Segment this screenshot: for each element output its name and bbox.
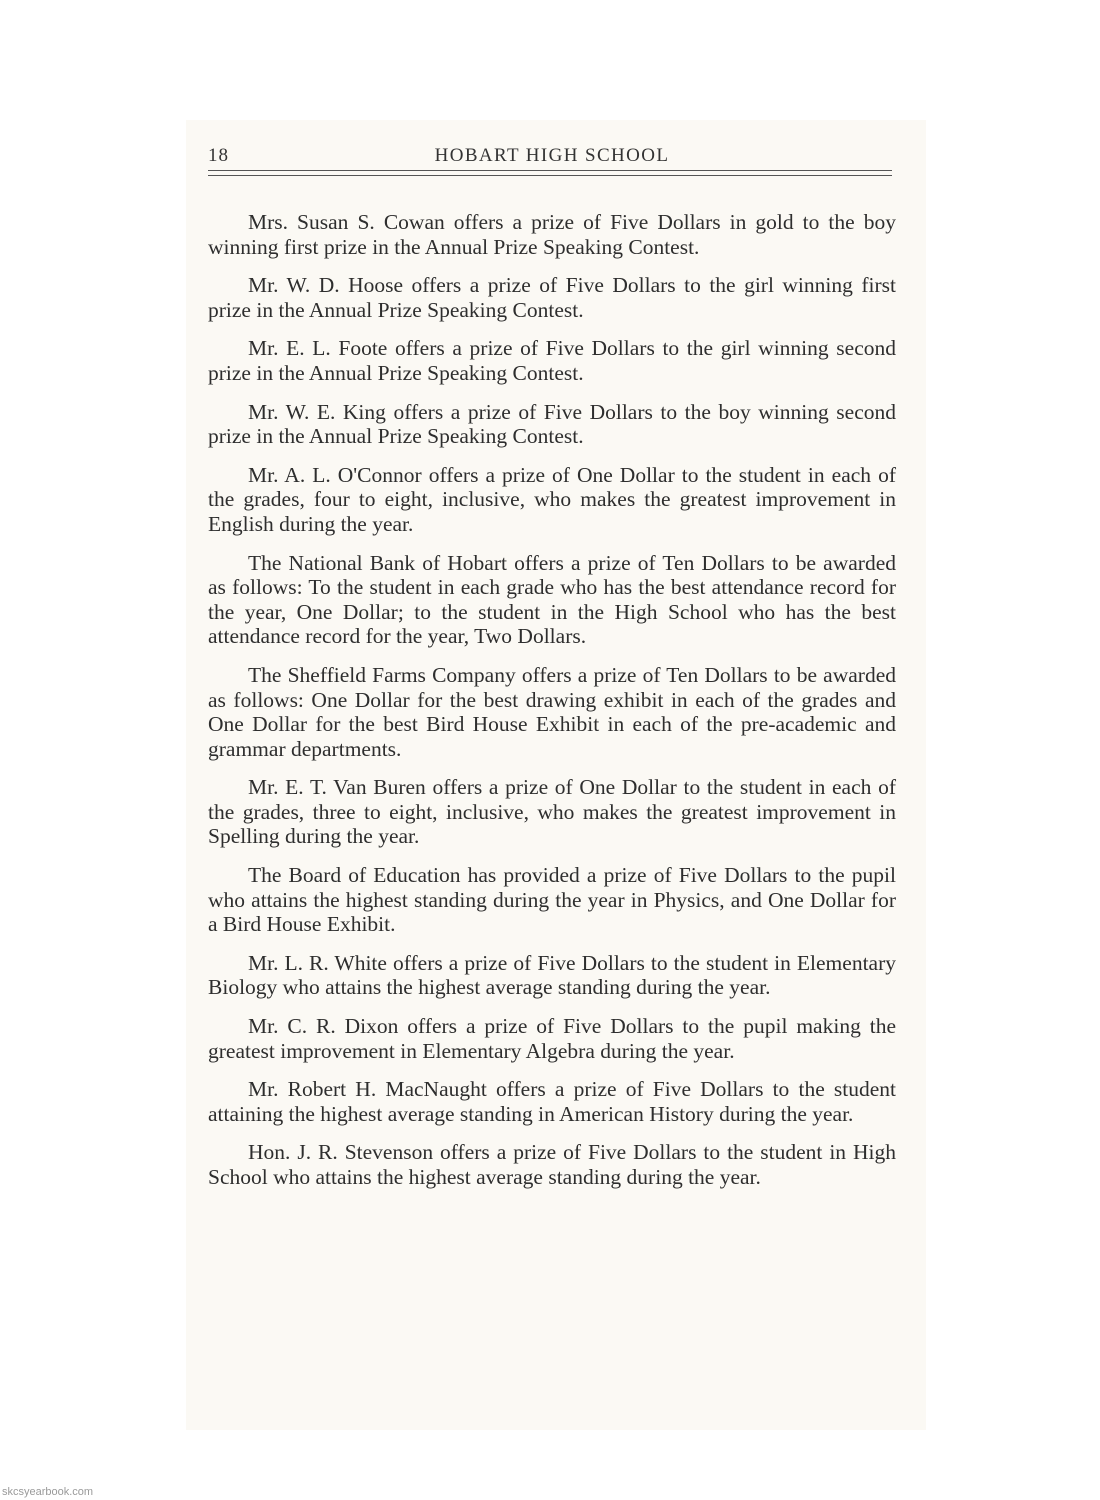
paragraph-white-prize: Mr. L. R. White offers a prize of Five Dollars to the student in Elementary Biology who attains the highest average standing during the year. <box>208 950 896 1000</box>
body-text <box>208 210 896 1204</box>
paragraph-national-bank-prize: The National Bank of Hobart offers a prize of Ten Dollars to be awarded as follows: To the student in each grade who has the best attendance record for the year, One Dollar; to the student in the High School who has the best attendance record for the year, Two Dollars. <box>208 550 896 649</box>
page-header <box>208 145 896 185</box>
header-rule-top <box>208 170 892 171</box>
running-head: HOBART HIGH SCHOOL <box>434 145 670 166</box>
paragraph-stevenson-prize: Hon. J. R. Stevenson offers a prize of Five Dollars to the student in High School who attains the highest average standing during the year. <box>208 1140 896 1189</box>
paragraph-dixon-prize: Mr. C. R. Dixon offers a prize of Five Dollars to the pupil making the greatest improvement in Elementary Algebra during the year. <box>208 1014 896 1063</box>
site-watermark: skcsyearbook.com <box>2 1486 94 1498</box>
page-number: 18 <box>208 145 229 166</box>
paragraph-macnaught-prize: Mr. Robert H. MacNaught offers a prize of Five Dollars to the student attaining the highest average standing in American History during the year. <box>208 1077 896 1126</box>
paragraph-cowan-prize: Mrs. Susan S. Cowan offers a prize of Five Dollars in gold to the boy winning first prize in the Annual Prize Speaking Contest. <box>208 210 896 259</box>
paragraph-foote-prize: Mr. E. L. Foote offers a prize of Five Dollars to the girl winning second prize in the Annual Prize Speaking Contest. <box>208 336 896 385</box>
paragraph-sheffield-farms-prize: The Sheffield Farms Company offers a prize of Ten Dollars to be awarded as follows: One Dollar for the best drawing exhibit in each of the grades and One Dollar for the best Bird House Exhibit in each of the pre-academic and grammar departments. <box>208 662 896 761</box>
header-rule-bottom <box>208 175 892 176</box>
paragraph-van-buren-prize: Mr. E. T. Van Buren offers a prize of One Dollar to the student in each of the grades, three to eight, inclusive, who makes the greatest improvement in Spelling during the year. <box>208 775 896 849</box>
paragraph-board-of-education-prize: The Board of Education has provided a prize of Five Dollars to the pupil who attains the highest standing during the year in Physics, and One Dollar for a Bird House Exhibit. <box>208 863 896 937</box>
paragraph-king-prize: Mr. W. E. King offers a prize of Five Dollars to the boy winning second prize in the Annual Prize Speaking Contest. <box>208 399 896 449</box>
paragraph-hoose-prize: Mr. W. D. Hoose offers a prize of Five Dollars to the girl winning first prize in the Annual Prize Speaking Contest. <box>208 273 896 322</box>
paragraph-oconnor-prize: Mr. A. L. O'Connor offers a prize of One Dollar to the student in each of the grades, four to eight, inclusive, who makes the greatest improvement in English during the year. <box>208 462 896 536</box>
